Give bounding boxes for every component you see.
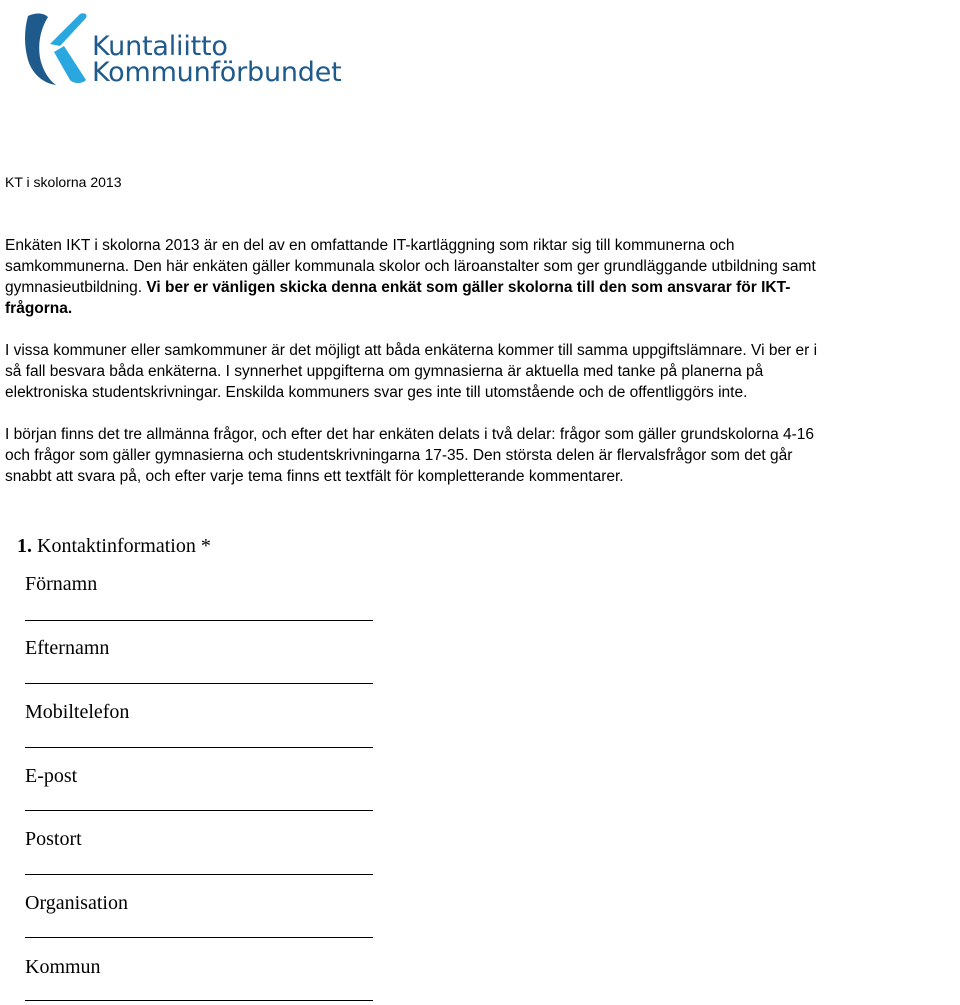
intro-paragraph [5, 235, 960, 319]
logo-text-line1: Kuntaliitto [92, 31, 228, 62]
question-label: Kontaktinformation * [32, 535, 211, 557]
privacy-line-3: elektroniska studentskrivningar. Enskilda kommuners svar ges inte till utomstående och de offentliggörs inte. [5, 384, 748, 401]
privacy-line-2: så fall besvara båda enkäterna. I synnerhet uppgifterna om gymnasierna är aktuella med tanke på planerna på [5, 363, 764, 380]
question-number: 1. [17, 535, 32, 557]
document-title: KT i skolorna 2013 [5, 174, 122, 190]
field-line-kommun[interactable] [25, 1000, 373, 1001]
field-label-mobiltelefon: Mobiltelefon [25, 701, 130, 723]
question-title [17, 535, 211, 558]
structure-line-1: I början finns det tre allmänna frågor, och efter det har enkäten delats i två delar: frågor som gäller grundskolorna 4-16 [5, 426, 815, 443]
field-label-organisation: Organisation [25, 892, 128, 914]
intro-line-4 [5, 298, 960, 319]
privacy-line-1: I vissa kommuner eller samkommuner är det möjligt att båda enkäterna kommer till samma uppgiftslämnare. Vi ber er i [5, 342, 818, 359]
intro-line-4-bold: frågorna. [5, 300, 73, 317]
field-line-mobiltelefon[interactable] [25, 747, 373, 748]
field-line-postort[interactable] [25, 874, 373, 875]
intro-line-3 [5, 277, 960, 298]
structure-paragraph [5, 424, 960, 487]
structure-line-3: snabbt att svara på, och efter varje tema finns ett textfält för kompletterande kommentarer. [5, 468, 624, 485]
field-label-postort: Postort [25, 828, 82, 850]
intro-line-3-bold: Vi ber er vänligen skicka denna enkät som gäller skolorna till den som ansvarar för IKT- [146, 279, 791, 296]
logo-text-line2: Kommunförbundet [92, 57, 342, 88]
structure-line-2: och frågor som gäller gymnasierna och studentskrivningarna 17-35. Den största delen är flervalsfrågor som det går [5, 447, 793, 464]
field-line-epost[interactable] [25, 810, 373, 811]
field-label-fornamn: Förnamn [25, 573, 98, 595]
field-line-efternamn[interactable] [25, 683, 373, 684]
privacy-paragraph [5, 340, 960, 403]
field-label-epost: E-post [25, 765, 78, 787]
field-line-organisation[interactable] [25, 937, 373, 938]
kuntaliitto-logo [24, 8, 354, 88]
kuntaliitto-k-logo-icon [24, 8, 94, 88]
intro-line-3-normal: gymnasieutbildning. [5, 279, 147, 296]
intro-line-2: samkommunerna. Den här enkäten gäller kommunala skolor och läroanstalter som ger grundläggande utbildning samt [5, 258, 816, 275]
field-label-efternamn: Efternamn [25, 637, 110, 659]
field-line-fornamn[interactable] [25, 620, 373, 621]
field-label-kommun: Kommun [25, 956, 101, 978]
intro-line-1: Enkäten IKT i skolorna 2013 är en del av en omfattande IT-kartläggning som riktar sig till kommunerna och [5, 237, 735, 254]
